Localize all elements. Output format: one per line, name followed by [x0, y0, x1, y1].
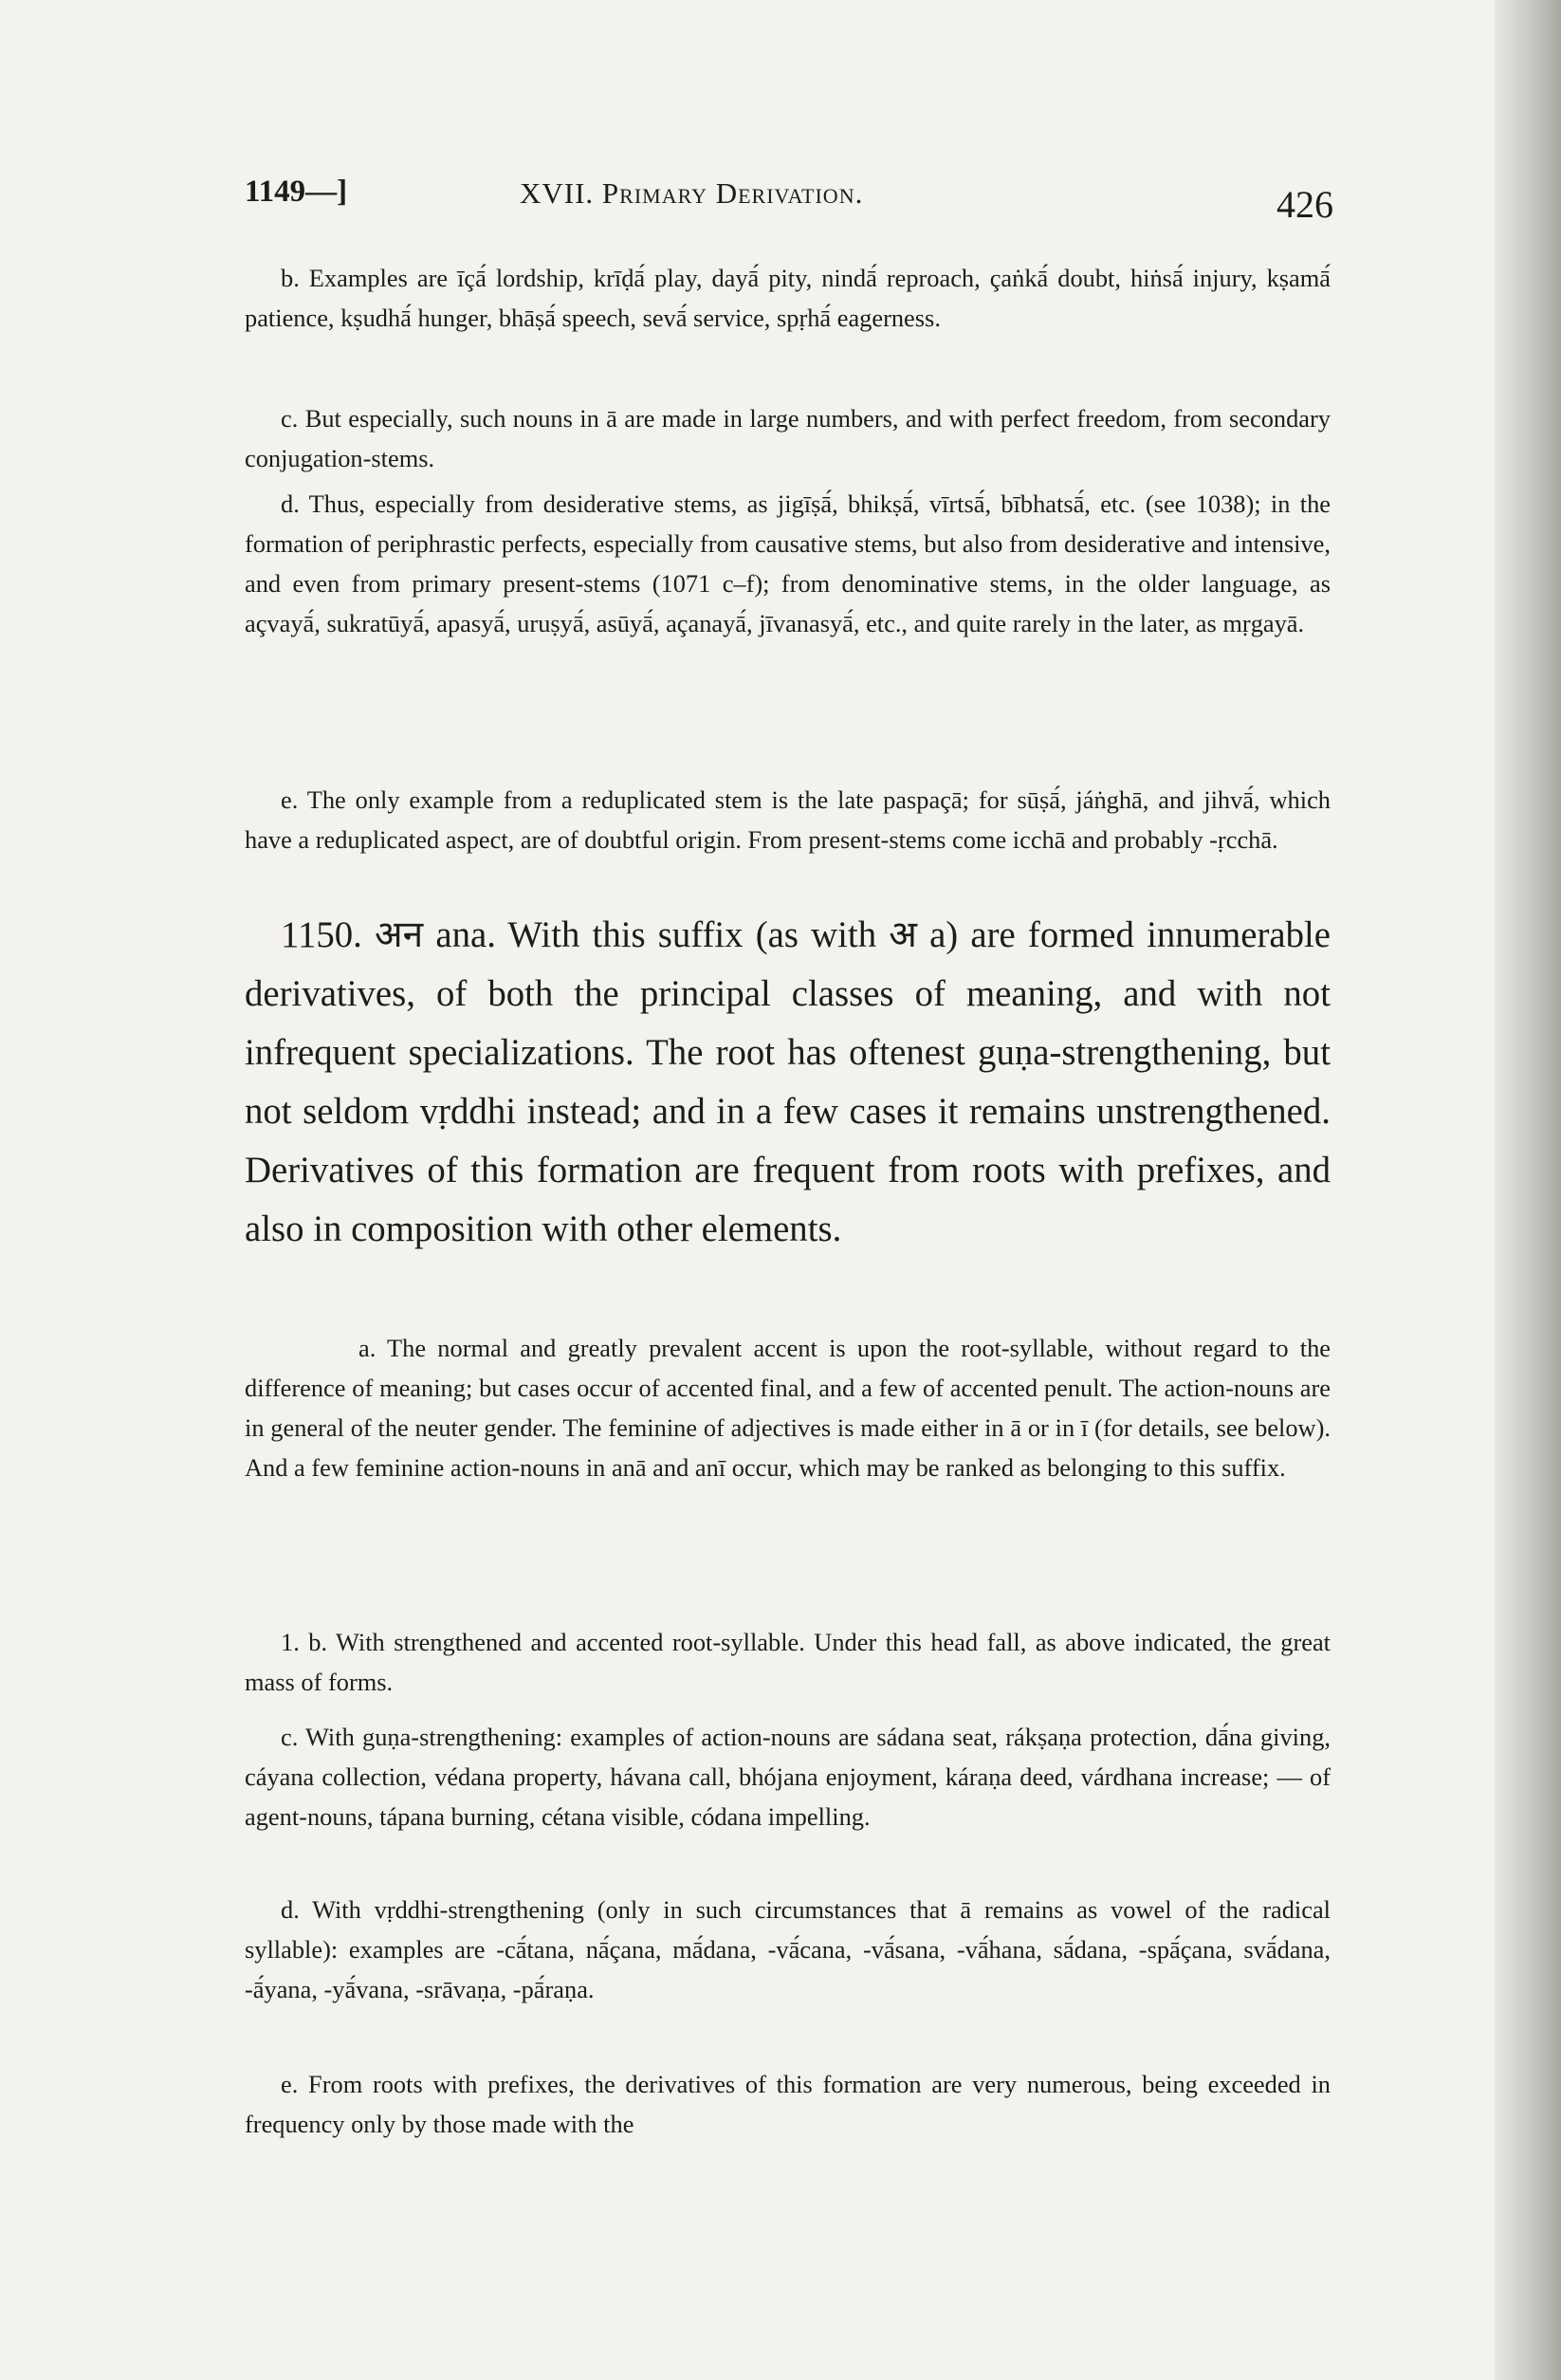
paragraph-1150e: e. From roots with prefixes, the derivatives of this formation are very numerous, being exceeded in frequency only by those made with the	[245, 2070, 1331, 2138]
paragraph-1149d: d. Thus, especially from desiderative stems, as jigīṣā́, bhikṣā́, vīrtsā́, bībhatsā́, etc. (see 1038); in the formation of periphrastic perfects, especially from causative stems, but also from desiderative and intensive, and even from primary present-stems (1071 c–f); from denominative stems, in the older language, as açvayā́, sukratūyā́, apasyā́, uruṣyā́, asūyā́, açanayā́, jīvanasyā́, etc., and quite rarely in the later, as mṛgayā.	[245, 489, 1331, 637]
paragraph-1149e: e. The only example from a reduplicated stem is the late paspaçā; for sūṣā́, jáṅghā, and jihvā́, which have a reduplicated aspect, are of doubtful origin. From present-stems come icchā and probably -ṛcchā.	[245, 785, 1331, 854]
paragraph-1150b: 1. b. With strengthened and accented root-syllable. Under this head fall, as above indicated, the great mass of forms.	[245, 1628, 1331, 1696]
running-header	[245, 171, 1345, 228]
chapter-title: XVII. Primary Derivation.	[520, 176, 864, 210]
page-edge-shadow	[1495, 0, 1561, 2380]
paragraph-1150: 1150. अन ana. With this suffix (as with अ a) are formed innumerable derivatives, of both the principal classes of meaning, and with not infrequent specializations. The root has oftenest guṇa-strengthening, but not seldom vṛddhi instead; and in a few cases it remains unstrengthened. Derivatives of this formation are frequent from roots with prefixes, and also in composition with other elements.	[245, 914, 1331, 1249]
paragraph-1150c: c. With guṇa-strengthening: examples of action-nouns are sádana seat, rákṣaṇa protection, dā́na giving, cáyana collection, védana property, hávana call, bhójana enjoyment, káraṇa deed, várdhana increase; — of agent-nouns, tápana burning, cétana visible, códana impelling.	[245, 1723, 1331, 1831]
paragraph-1150a: a. The normal and greatly prevalent accent is upon the root-syllable, without regard to the difference of meaning; but cases occur of accented final, and a few of accented penult. The action-nouns are in general of the neuter gender. The feminine of adjectives is made either in ā or in ī (for details, see below). And a few feminine action-nouns in anā and anī occur, which may be ranked as belonging to this suffix.	[245, 1334, 1331, 1482]
page-number: 426	[1276, 183, 1333, 226]
paragraph-1149b: b. Examples are īçā́ lordship, krīḍā́ play, dayā́ pity, nindā́ reproach, çaṅkā́ doubt, hiṅsā́ injury, kṣamā́ patience, kṣudhā́ hunger, bhāṣā́ speech, sevā́ service, spṛhā́ eagerness.	[245, 264, 1331, 332]
paragraph-1149c: c. But especially, such nouns in ā are made in large numbers, and with perfect freedom, from secondary conjugation-stems.	[245, 404, 1331, 472]
section-reference: 1149—]	[245, 175, 348, 209]
paragraph-1150d: d. With vṛddhi-strengthening (only in such circumstances that ā remains as vowel of the radical syllable): examples are -cā́tana, nā́çana, mā́dana, -vā́cana, -vā́sana, -vā́hana, sā́dana, -spā́çana, svā́dana, -ā́yana, -yā́vana, -srāvaṇa, -pā́raṇa.	[245, 1895, 1331, 2003]
